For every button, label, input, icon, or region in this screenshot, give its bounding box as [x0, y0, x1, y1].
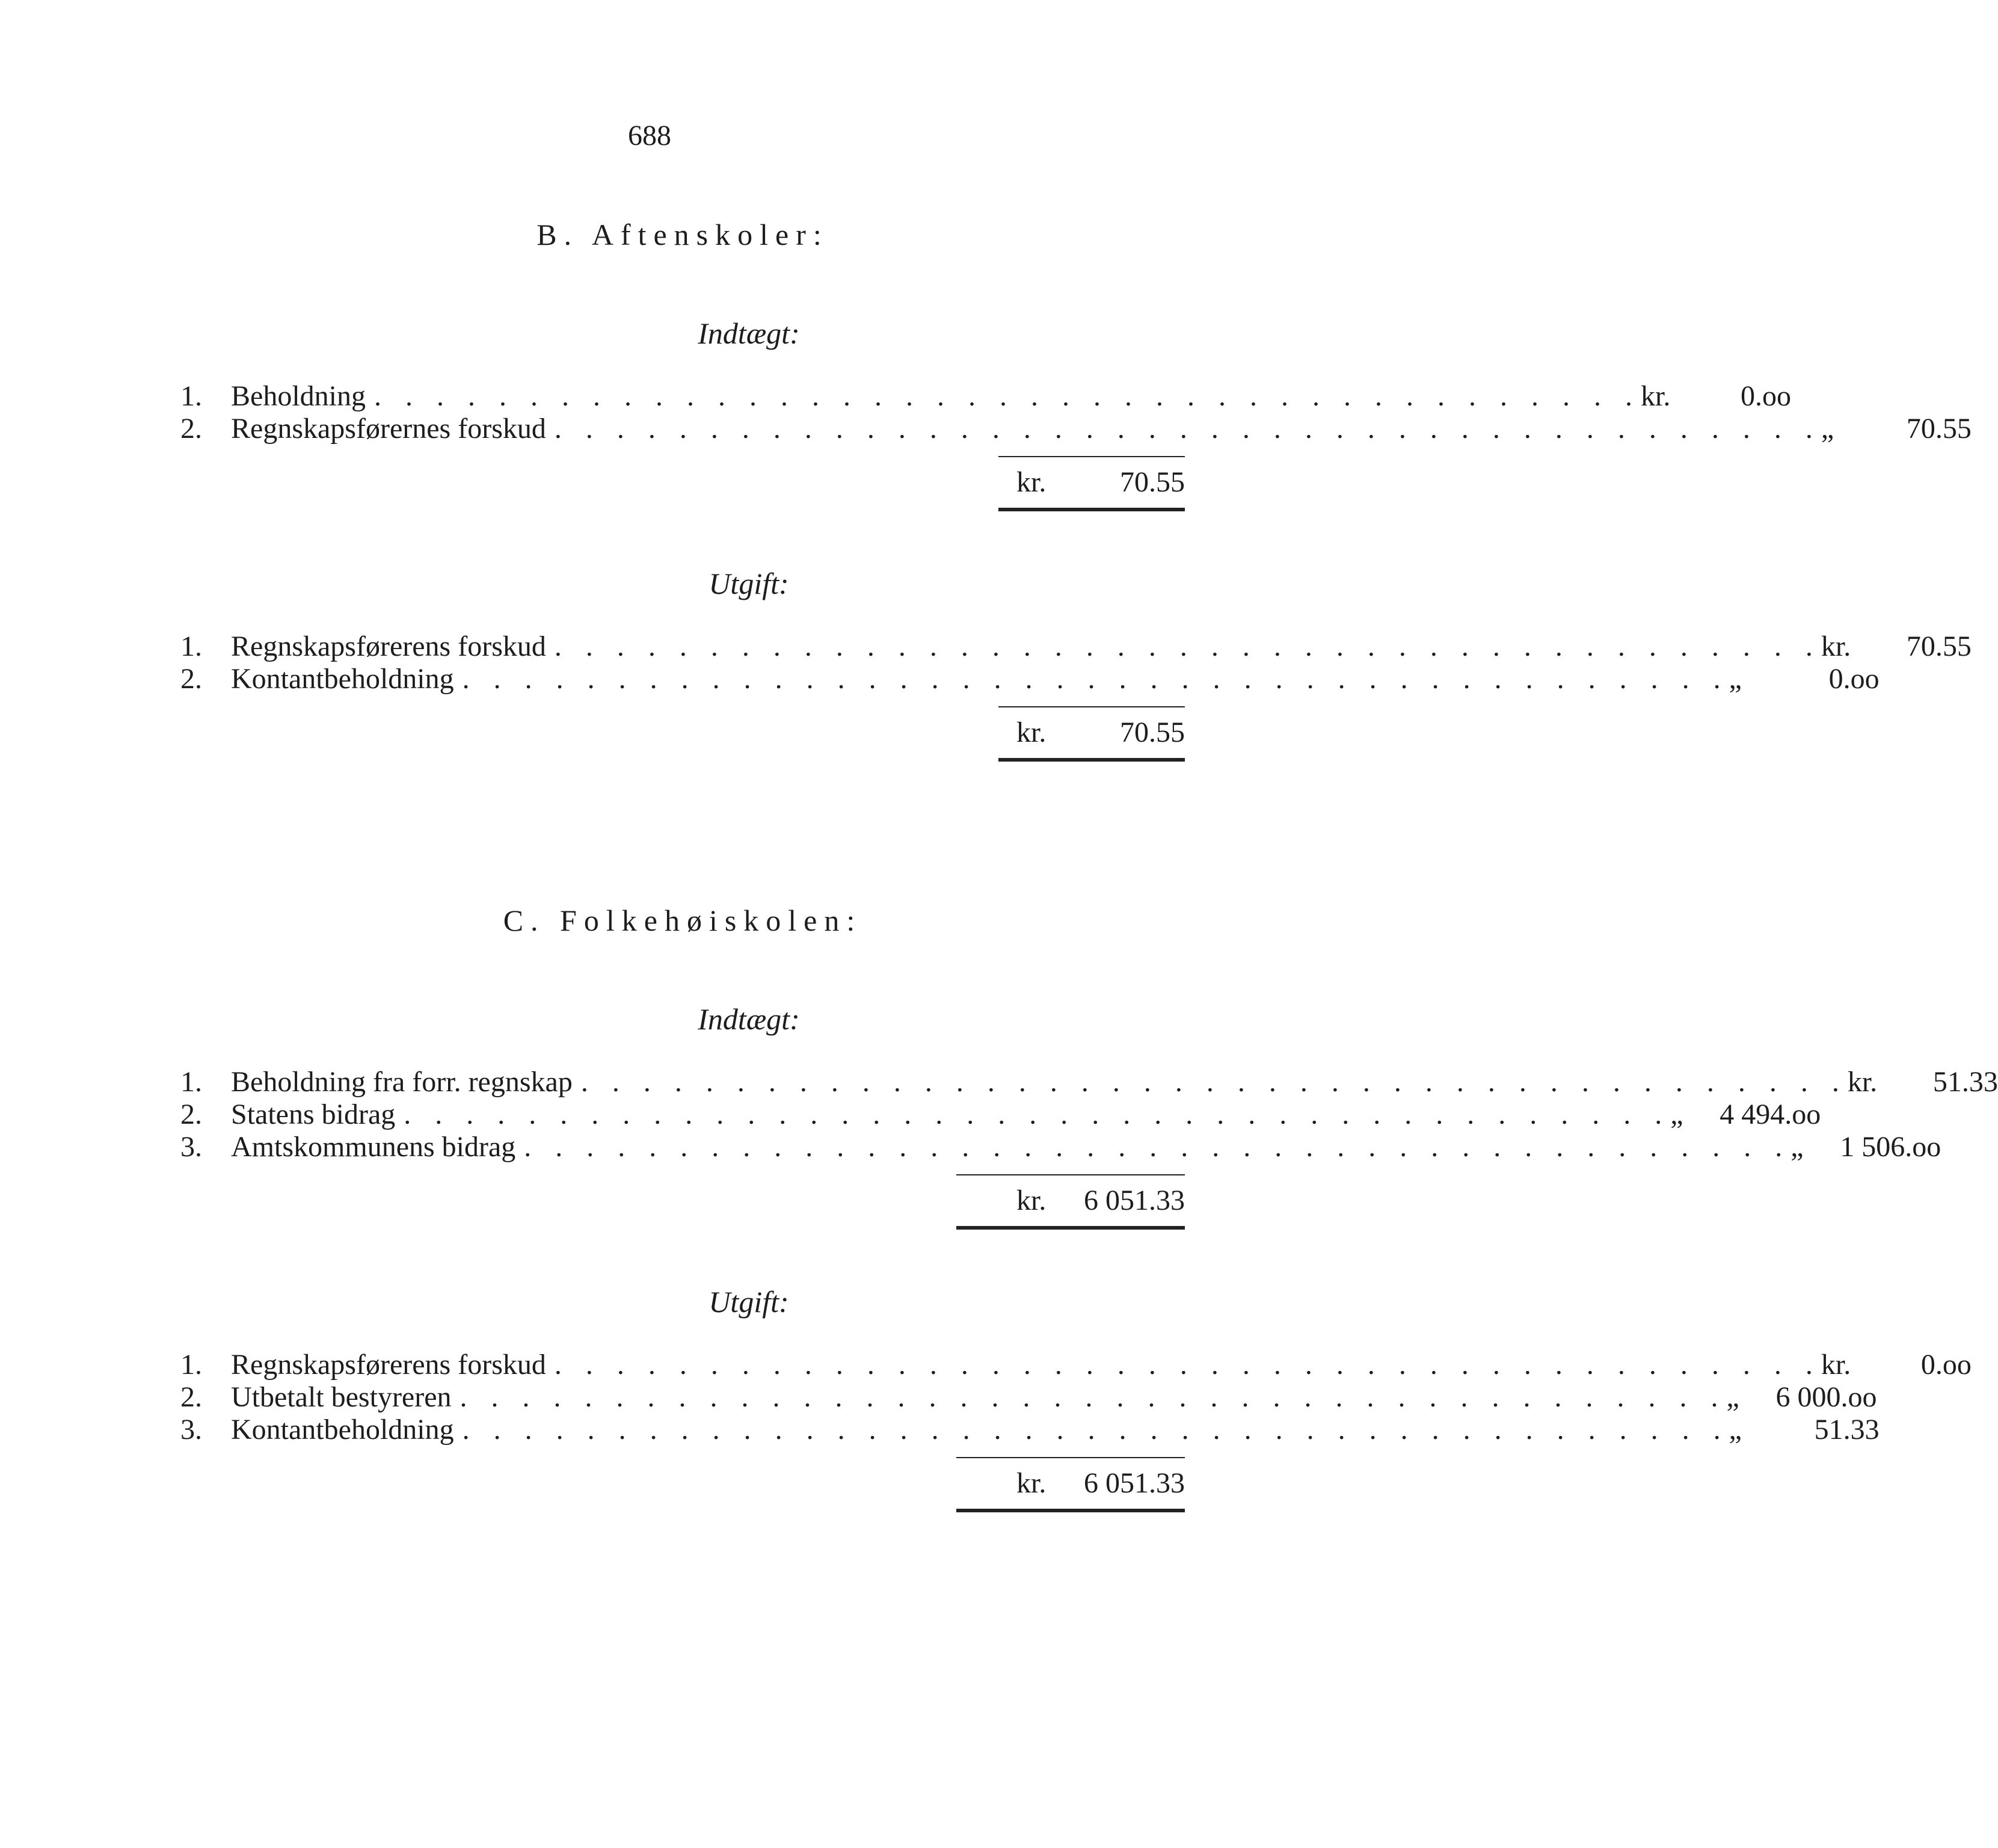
expense-heading: Utgift: — [709, 567, 789, 600]
row-label: Regnskapsførernes forskud — [231, 413, 546, 445]
ledger-row — [180, 1066, 1998, 1098]
leader-dots: . . . . . . . . . . . . . . . . . . . . . . . . . . . . . . . . . . . . . . . . . — [554, 1349, 1821, 1381]
leader-dots: . . . . . . . . . . . . . . . . . . . . . . . . . . . . . . . . . . . . . . . . . — [554, 413, 1821, 445]
page-number: 688 — [628, 120, 671, 152]
row-amount: 0.oo — [1828, 663, 1880, 695]
row-amount: 4 494.oo — [1720, 1098, 1821, 1130]
ledger-row — [180, 1098, 1821, 1131]
row-number: 1. — [180, 1066, 202, 1098]
row-currency: „ — [1791, 1131, 1804, 1163]
total-amount: 70.55 — [1120, 466, 1185, 498]
income-rows — [180, 1066, 1998, 1163]
row-label: Kontantbeholdning — [231, 1414, 454, 1446]
expense-rows — [180, 630, 1972, 695]
row-amount: 0.oo — [1741, 380, 1791, 412]
expense-rows — [180, 1349, 1972, 1446]
total-amount: 6 051.33 — [1084, 1184, 1185, 1216]
row-number: 1. — [180, 1349, 202, 1381]
row-number: 2. — [180, 1098, 202, 1130]
row-currency: „ — [1821, 413, 1834, 445]
row-currency: kr. — [1847, 1066, 1878, 1098]
income-total — [998, 456, 1185, 511]
income-rows — [180, 380, 1972, 445]
row-number: 2. — [180, 1381, 202, 1413]
total-amount: 70.55 — [1120, 716, 1185, 748]
row-number: 2. — [180, 413, 202, 445]
leader-dots: . . . . . . . . . . . . . . . . . . . . . . . . . . . . . . . . . . . . . . . . . — [374, 380, 1641, 412]
section-title: C. Folkehøiskolen: — [503, 904, 862, 937]
leader-dots: . . . . . . . . . . . . . . . . . . . . . . . . . . . . . . . . . . . . . . . . . — [554, 630, 1821, 662]
row-amount: 51.33 — [1814, 1414, 1880, 1446]
section-folkehoiskolen — [180, 896, 1998, 1512]
expense-heading: Utgift: — [709, 1285, 789, 1319]
row-currency: „ — [1729, 663, 1742, 695]
row-label: Kontantbeholdning — [231, 663, 454, 695]
row-number: 1. — [180, 630, 202, 662]
row-amount: 6 000.oo — [1775, 1381, 1877, 1413]
ledger-row — [180, 1381, 1877, 1414]
total-currency: kr. — [1016, 1184, 1047, 1216]
ledger-row — [180, 1131, 1941, 1163]
row-currency: kr. — [1821, 1349, 1851, 1381]
row-amount: 0.oo — [1920, 1349, 1972, 1381]
row-number: 1. — [180, 380, 202, 412]
row-label: Regnskapsførerens forskud — [231, 1349, 546, 1381]
row-currency: „ — [1670, 1098, 1683, 1130]
leader-dots: . . . . . . . . . . . . . . . . . . . . . . . . . . . . . . . . . . . . . . . . . — [462, 1414, 1729, 1446]
row-label: Amtskommunens bidrag — [231, 1131, 516, 1163]
row-currency: kr. — [1821, 630, 1851, 662]
leader-dots: . . . . . . . . . . . . . . . . . . . . . . . . . . . . . . . . . . . . . . . . . — [460, 1381, 1727, 1413]
total-currency: kr. — [1016, 716, 1047, 748]
section-title: B. Aftenskoler: — [536, 218, 829, 251]
leader-dots: . . . . . . . . . . . . . . . . . . . . . . . . . . . . . . . . . . . . . . . . . — [462, 663, 1729, 695]
leader-dots: . . . . . . . . . . . . . . . . . . . . . . . . . . . . . . . . . . . . . . . . . — [580, 1066, 1848, 1098]
row-label: Regnskapsførerens forskud — [231, 630, 546, 662]
row-label: Beholdning — [231, 380, 366, 412]
leader-dots: . . . . . . . . . . . . . . . . . . . . . . . . . . . . . . . . . . . . . . . . . — [404, 1098, 1671, 1130]
expense-total — [998, 706, 1185, 762]
ledger-row — [180, 630, 1972, 663]
total-currency: kr. — [1016, 466, 1047, 498]
row-amount: 70.55 — [1906, 413, 1972, 445]
section-aftenskoler — [180, 211, 1972, 762]
row-amount: 1 506.oo — [1840, 1131, 1941, 1163]
ledger-row — [180, 663, 1880, 695]
expense-total — [956, 1457, 1185, 1512]
row-label: Utbetalt bestyreren — [231, 1381, 452, 1413]
total-currency: kr. — [1016, 1467, 1047, 1499]
income-heading: Indtægt: — [698, 316, 800, 350]
row-currency: „ — [1726, 1381, 1739, 1413]
ledger-row — [180, 1349, 1972, 1381]
row-currency: „ — [1729, 1414, 1742, 1446]
row-amount: 51.33 — [1932, 1066, 1998, 1098]
row-number: 2. — [180, 663, 202, 695]
row-label: Beholdning fra forr. regnskap — [231, 1066, 573, 1098]
row-number: 3. — [180, 1414, 202, 1446]
row-amount: 70.55 — [1906, 630, 1972, 662]
row-currency: kr. — [1641, 380, 1671, 412]
ledger-row — [180, 413, 1972, 445]
leader-dots: . . . . . . . . . . . . . . . . . . . . . . . . . . . . . . . . . . . . . . . . . — [524, 1131, 1791, 1163]
row-number: 3. — [180, 1131, 202, 1163]
income-total — [956, 1174, 1185, 1230]
ledger-row — [180, 380, 1791, 413]
ledger-row — [180, 1414, 1880, 1446]
income-heading: Indtægt: — [698, 1002, 800, 1036]
row-label: Statens bidrag — [231, 1098, 396, 1130]
total-amount: 6 051.33 — [1084, 1467, 1185, 1499]
